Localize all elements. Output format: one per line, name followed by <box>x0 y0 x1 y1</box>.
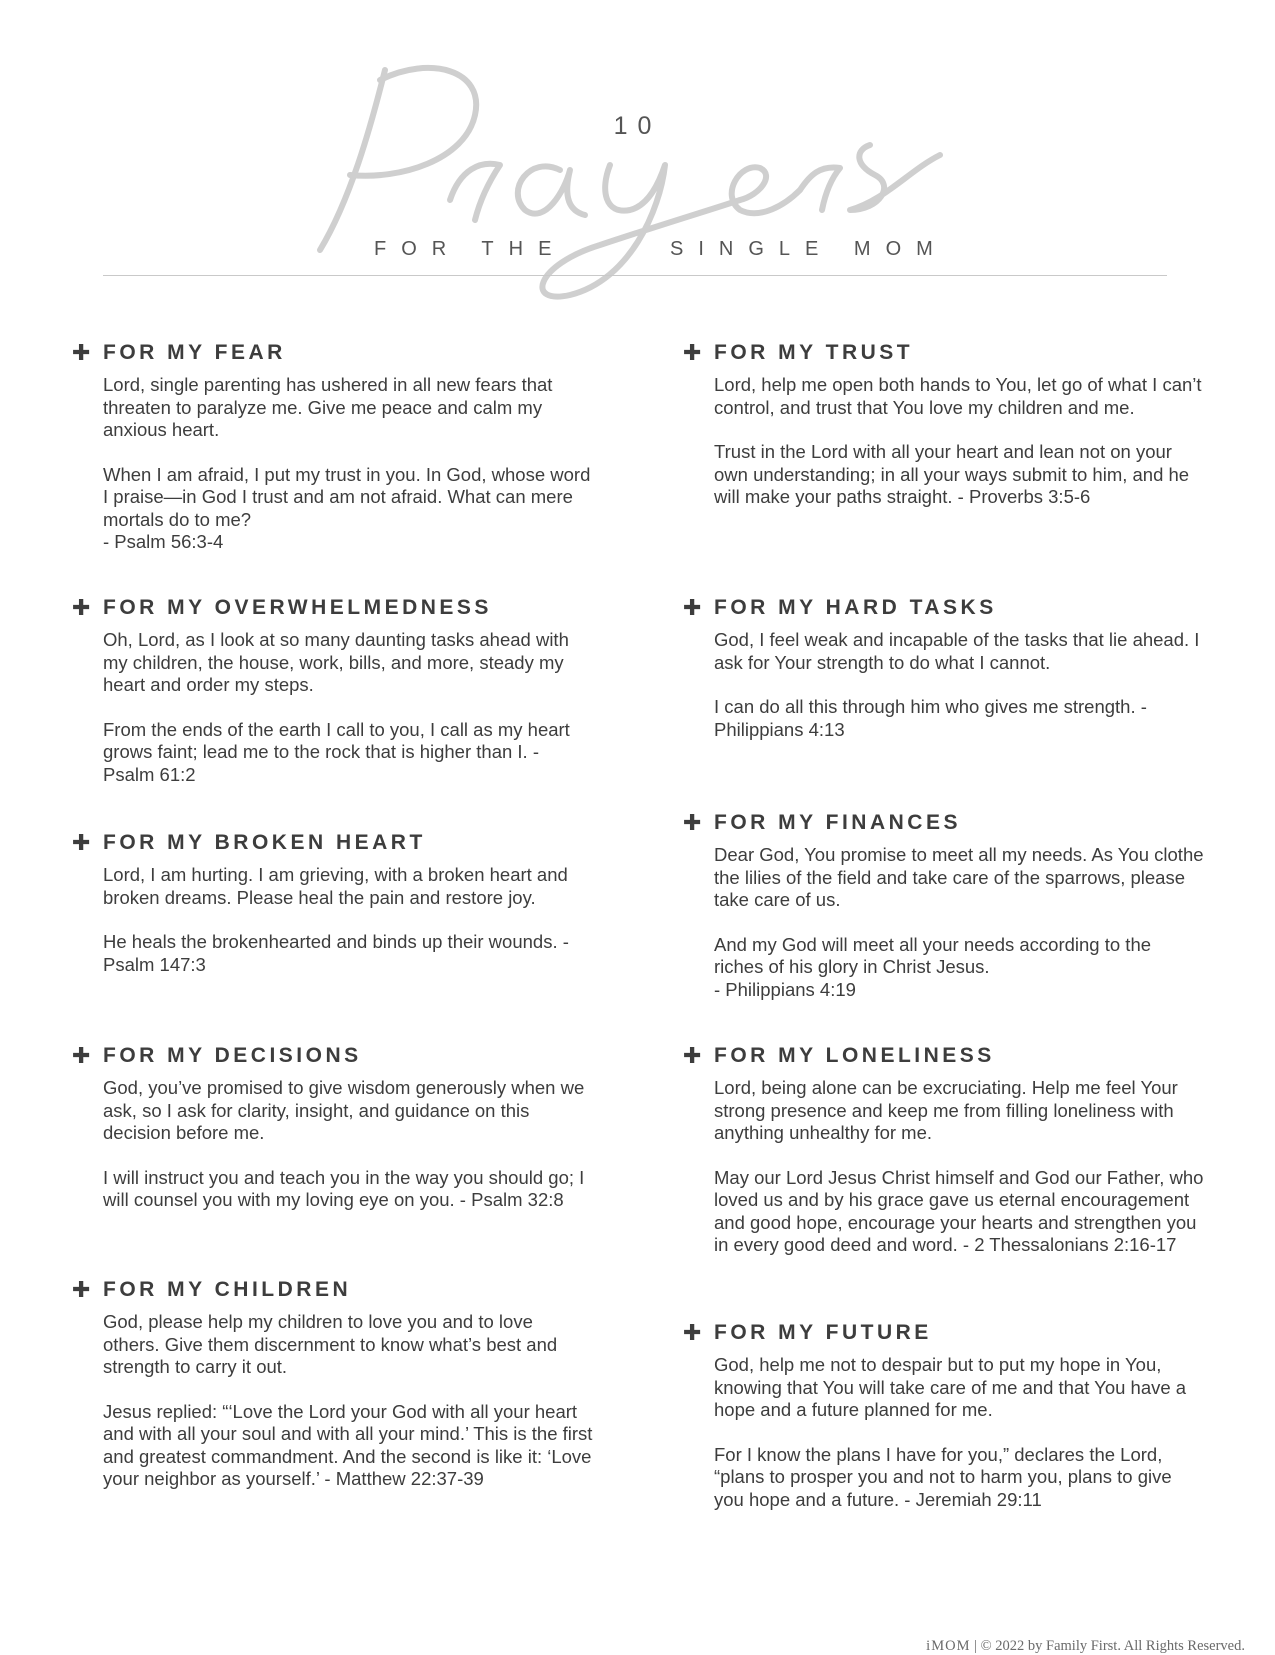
verse-text: I will instruct you and teach you in the way you should go; I will counsel you with my loving eye on you. - Psalm 32:8 <box>103 1166 585 1210</box>
section-title: FOR MY OVERWHELMEDNESS <box>103 596 492 619</box>
prayer-text: Lord, help me open both hands to You, let go of what I can’t control, and trust that You love my children and me. <box>714 374 1202 418</box>
section-title: FOR MY CHILDREN <box>103 1278 352 1301</box>
section-future <box>683 1320 1204 1511</box>
verse-text: May our Lord Jesus Christ himself and God our Father, who loved us and by his grace gave us eternal encouragement and good hope, encourage your hearts and strengthen you in every good deed and word. - 2 Thessalonians 2:16-17 <box>714 1166 1204 1255</box>
plus-icon: ✚ <box>683 340 702 365</box>
section-title: FOR MY FEAR <box>103 341 286 364</box>
section-fear <box>72 340 593 554</box>
plus-icon: ✚ <box>683 595 702 620</box>
prayer-text: Oh, Lord, as I look at so many daunting tasks ahead with my children, the house, work, bills, and more, steady my heart and order my steps. <box>103 629 569 695</box>
prayer-count: 10 <box>613 112 662 140</box>
prayer-text: Dear God, You promise to meet all my needs. As You clothe the lilies of the field and take care of the sparrows, please take care of us. <box>714 844 1204 910</box>
verse-text: He heals the brokenhearted and binds up their wounds. - Psalm 147:3 <box>103 931 569 975</box>
prayer-text: Lord, being alone can be excruciating. Help me feel Your strong presence and keep me from filling loneliness with anything unhealthy for me. <box>714 1077 1178 1143</box>
subtitle-for-the: FOR THE <box>374 238 567 260</box>
footer-copyright <box>926 1638 1245 1655</box>
section-finances <box>683 810 1204 1001</box>
prayer-text: God, you’ve promised to give wisdom generously when we ask, so I ask for clarity, insight, and guidance on this decision before me. <box>103 1077 585 1143</box>
plus-icon: ✚ <box>72 830 91 855</box>
verse-text: I can do all this through him who gives me strength. - Philippians 4:13 <box>714 696 1147 740</box>
section-hard-tasks <box>683 595 1204 741</box>
footer-separator: | <box>974 1638 977 1654</box>
verse-reference: - Philippians 4:19 <box>714 978 856 1000</box>
section-trust <box>683 340 1204 509</box>
section-title: FOR MY HARD TASKS <box>714 596 997 619</box>
section-title: FOR MY FINANCES <box>714 811 961 834</box>
plus-icon: ✚ <box>72 1043 91 1068</box>
section-broken-heart <box>72 830 593 976</box>
prayer-text: Lord, I am hurting. I am grieving, with a broken heart and broken dreams. Please heal the pain and restore joy. <box>103 864 568 908</box>
prayer-text: God, help me not to despair but to put my hope in You, knowing that You will take care of me and that You have a hope and a future planned for me. <box>714 1354 1187 1420</box>
verse-text: And my God will meet all your needs according to the riches of his glory in Christ Jesus. <box>714 933 1152 977</box>
section-title: FOR MY DECISIONS <box>103 1044 362 1067</box>
plus-icon: ✚ <box>683 1320 702 1345</box>
section-title: FOR MY BROKEN HEART <box>103 831 426 854</box>
prayers-script-title <box>310 50 950 310</box>
footer-brand: iMOM <box>926 1638 971 1654</box>
prayer-text: Lord, single parenting has ushered in all new fears that threaten to paralyze me. Give me peace and calm my anxious heart. <box>103 374 553 440</box>
plus-icon: ✚ <box>683 810 702 835</box>
section-decisions <box>72 1043 593 1212</box>
plus-icon: ✚ <box>683 1043 702 1068</box>
verse-text: From the ends of the earth I call to you, I call as my heart grows faint; lead me to the rock that is higher than I. - Psalm 61:2 <box>103 718 570 785</box>
section-overwhelmedness <box>72 595 593 786</box>
section-children <box>72 1277 593 1491</box>
prayer-text: God, please help my children to love you and to love others. Give them discernment to know what’s best and strength to carry it out. <box>103 1311 558 1377</box>
header-divider <box>103 275 1167 276</box>
plus-icon: ✚ <box>72 340 91 365</box>
section-title: FOR MY LONELINESS <box>714 1044 995 1067</box>
footer-copyright-text: © 2022 by Family First. All Rights Reserved. <box>980 1638 1245 1654</box>
prayer-text: God, I feel weak and incapable of the tasks that lie ahead. I ask for Your strength to do what I cannot. <box>714 629 1200 673</box>
verse-text: For I know the plans I have for you,” declares the Lord, “plans to prosper you and not to harm you, plans to give you hope and a future. - Jeremiah 29:11 <box>714 1443 1172 1510</box>
section-loneliness <box>683 1043 1204 1257</box>
verse-text: Jesus replied: “‘Love the Lord your God with all your heart and with all your soul and with all your mind.’ This is the first and greatest commandment. And the second is like it: ‘Love your neighbor as yourself.’ - Matthew 22:37-39 <box>103 1400 593 1489</box>
subtitle-single-mom: SINGLE MOM <box>670 238 948 260</box>
verse-reference: - Psalm 56:3-4 <box>103 531 224 552</box>
plus-icon: ✚ <box>72 595 91 620</box>
section-title: FOR MY FUTURE <box>714 1321 932 1344</box>
verse-text: Trust in the Lord with all your heart and lean not on your own understanding; in all your ways submit to him, and he will make your paths straight. - Proverbs 3:5-6 <box>714 441 1190 507</box>
plus-icon: ✚ <box>72 1277 91 1302</box>
section-title: FOR MY TRUST <box>714 341 914 364</box>
verse-text: When I am afraid, I put my trust in you. In God, whose word I praise—in God I trust and am not afraid. What can mere mortals do to me? <box>103 463 591 530</box>
